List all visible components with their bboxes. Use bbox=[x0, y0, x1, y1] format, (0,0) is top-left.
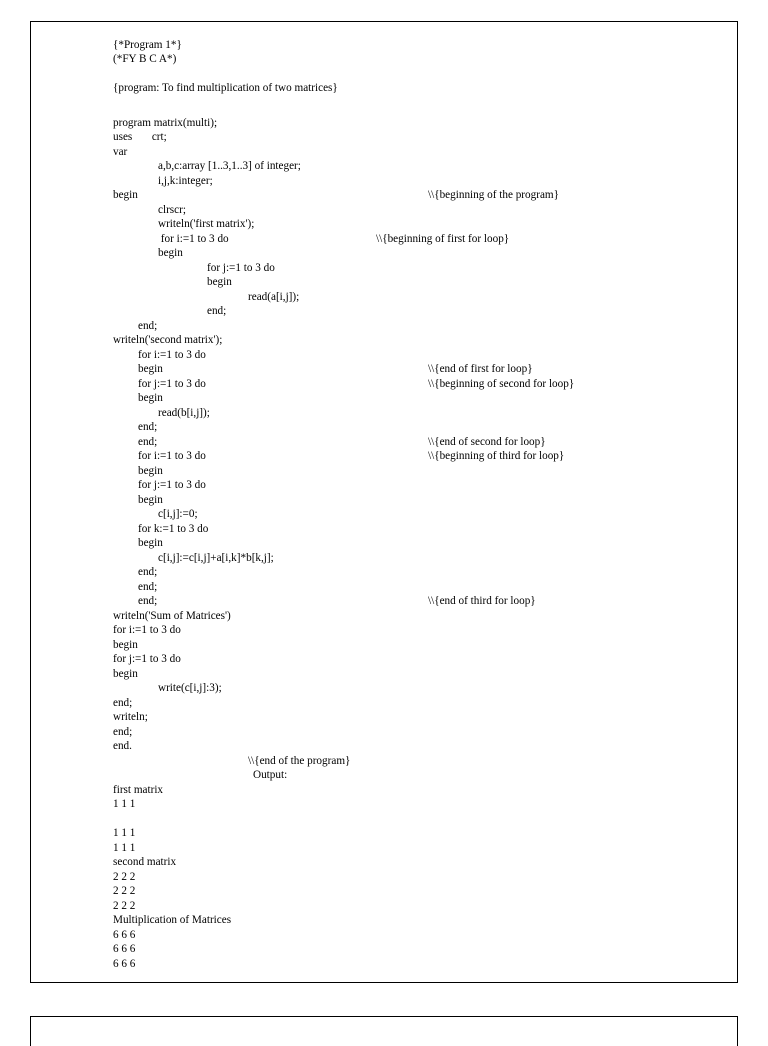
code-line: end; bbox=[138, 421, 158, 433]
output-line: second matrix bbox=[113, 856, 177, 868]
output-line: 1 1 1 bbox=[113, 827, 136, 839]
code-line: end; bbox=[138, 566, 158, 578]
code-line: begin bbox=[138, 494, 163, 506]
code-line: writeln('second matrix'); bbox=[113, 334, 223, 346]
output-line: 6 6 6 bbox=[113, 943, 136, 955]
output-line: 1 1 1 bbox=[113, 842, 136, 854]
code-line: end; bbox=[113, 697, 133, 709]
code-line: writeln('Sum of Matrices') bbox=[113, 610, 231, 622]
code-comment: \\{beginning of first for loop} bbox=[376, 233, 510, 245]
code-line: c[i,j]:=0; bbox=[158, 508, 198, 520]
code-line: read(a[i,j]); bbox=[248, 291, 300, 303]
code-line: writeln; bbox=[113, 711, 148, 723]
code-line: begin bbox=[207, 276, 232, 288]
code-line: end; bbox=[138, 436, 158, 448]
code-line: end; bbox=[138, 320, 158, 332]
code-comment: \\{end of second for loop} bbox=[428, 436, 546, 448]
code-line: i,j,k:integer; bbox=[158, 175, 213, 187]
code-line: write(c[i,j]:3); bbox=[158, 682, 222, 694]
code-comment: \\{beginning of the program} bbox=[428, 189, 559, 201]
code-line: clrscr; bbox=[158, 204, 186, 216]
output-line: Multiplication of Matrices bbox=[113, 914, 232, 926]
code-line: begin bbox=[138, 537, 163, 549]
output-line: 2 2 2 bbox=[113, 900, 136, 912]
code-line: for k:=1 to 3 do bbox=[138, 523, 209, 535]
output-line: first matrix bbox=[113, 784, 164, 796]
code-comment: \\{beginning of third for loop} bbox=[428, 450, 565, 462]
code-line: end; bbox=[138, 595, 158, 607]
program-aim: {program: To find multiplication of two matrices} bbox=[113, 82, 338, 94]
code-line: end; bbox=[138, 581, 158, 593]
code-line: for i:=1 to 3 do bbox=[158, 233, 229, 245]
code-line: writeln('first matrix'); bbox=[158, 218, 255, 230]
code-line: begin bbox=[113, 668, 138, 680]
code-line: program matrix(multi); bbox=[113, 117, 218, 129]
code-line: for i:=1 to 3 do bbox=[138, 450, 206, 462]
output-line: 6 6 6 bbox=[113, 958, 136, 970]
code-line: begin bbox=[138, 465, 163, 477]
code-line: uses crt; bbox=[113, 131, 167, 143]
code-comment: \\{beginning of second for loop} bbox=[428, 378, 575, 390]
code-line: for j:=1 to 3 do bbox=[207, 262, 275, 274]
code-line: c[i,j]:=c[i,j]+a[i,k]*b[k,j]; bbox=[158, 552, 274, 564]
code-line: for j:=1 to 3 do bbox=[138, 378, 206, 390]
code-line: for i:=1 to 3 do bbox=[138, 349, 206, 361]
output-label: Output: bbox=[253, 769, 288, 781]
code-line: end; bbox=[113, 726, 133, 738]
output-line: 2 2 2 bbox=[113, 885, 136, 897]
code-line: for i:=1 to 3 do bbox=[113, 624, 181, 636]
code-line: end. bbox=[113, 740, 132, 752]
next-page-edge bbox=[30, 1016, 738, 1046]
code-comment: \\{end of the program} bbox=[248, 755, 351, 767]
code-comment: \\{end of first for loop} bbox=[428, 363, 533, 375]
code-line: for j:=1 to 3 do bbox=[138, 479, 206, 491]
output-line: 6 6 6 bbox=[113, 929, 136, 941]
code-line: begin bbox=[158, 247, 183, 259]
code-line: begin bbox=[138, 363, 163, 375]
code-line: read(b[i,j]); bbox=[158, 407, 210, 419]
output-line: 2 2 2 bbox=[113, 871, 136, 883]
class-label: (*FY B C A*) bbox=[113, 53, 177, 65]
code-comment: \\{end of third for loop} bbox=[428, 595, 536, 607]
document-page bbox=[30, 21, 738, 983]
output-line: 1 1 1 bbox=[113, 798, 136, 810]
code-line: end; bbox=[207, 305, 227, 317]
code-line: begin bbox=[113, 639, 138, 651]
code-line: var bbox=[113, 146, 128, 158]
program-number: {*Program 1*} bbox=[113, 39, 182, 51]
code-line: begin bbox=[138, 392, 163, 404]
code-line: a,b,c:array [1..3,1..3] of integer; bbox=[158, 160, 301, 172]
code-line: begin bbox=[113, 189, 138, 201]
code-line: for j:=1 to 3 do bbox=[113, 653, 181, 665]
